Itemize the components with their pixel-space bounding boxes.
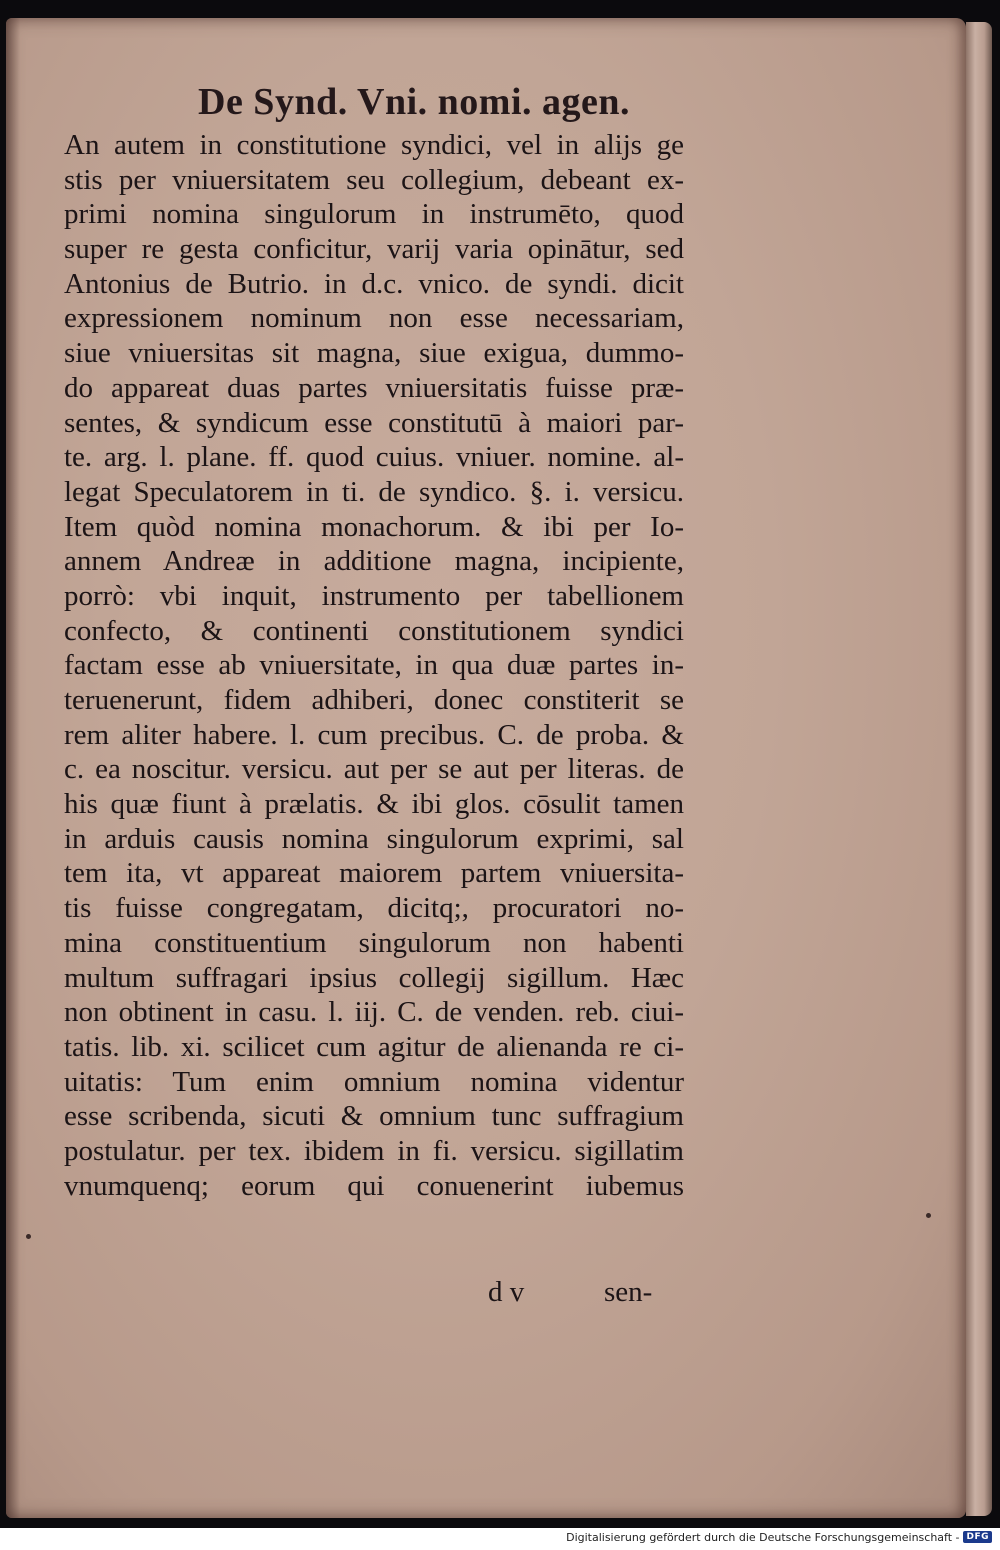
body-text	[64, 128, 684, 1203]
text-line: factam esse ab vniuersitate, in qua duæ partes in-	[64, 649, 684, 682]
text-line: postulatur. per tex. ibidem in fi. versicu. sigillatim	[64, 1134, 684, 1167]
text-line: non obtinent in casu. l. iij. C. de venden. reb. ciui-	[64, 996, 684, 1029]
text-line: Antonius de Butrio. in d.c. vnico. de syndi. dicit	[64, 267, 684, 300]
text-line: legat Speculatorem in ti. de syndico. §. i. versicu.	[64, 475, 684, 508]
ink-speck	[26, 1234, 31, 1239]
footer-credit-text: Digitalisierung gefördert durch die Deutsche Forschungsgemeinschaft -	[566, 1530, 960, 1544]
text-line: confecto, & continenti constitutionem syndici	[64, 614, 684, 647]
text-line: expressionem nominum non esse necessariam,	[64, 302, 684, 335]
text-line: tis fuisse congregatam, dicitq;, procuratori no-	[64, 892, 684, 925]
text-line: primi nomina singulorum in instrumēto, quod	[64, 198, 684, 231]
text-line: vnumquenq; eorum qui conuenerint iubemus	[64, 1169, 684, 1202]
text-line: porrò: vbi inquit, instrumento per tabellionem	[64, 579, 684, 612]
text-line: teruenerunt, fidem adhiberi, donec constiterit se	[64, 684, 684, 716]
signature-mark: d v	[488, 1276, 525, 1308]
dfg-logo: DFG	[963, 1531, 992, 1543]
text-line: tem ita, vt appareat maiorem partem vniuersita-	[64, 857, 684, 890]
text-line: in arduis causis nomina singulorum exprimi, sal	[64, 822, 684, 855]
text-line: multum suffragari ipsius collegij sigillum. Hæc	[64, 961, 684, 994]
running-header: De Synd. Vni. nomi. agen.	[198, 81, 631, 123]
text-line: tatis. lib. xi. scilicet cum agitur de alienanda re ci-	[64, 1030, 684, 1063]
catchword: sen-	[604, 1276, 653, 1308]
text-line: siue vniuersitas sit magna, siue exigua, dummo-	[64, 337, 684, 370]
text-line: uitatis: Tum enim omnium nomina videntur	[64, 1065, 684, 1098]
text-line: super re gesta conficitur, varij varia opinātur, sed	[64, 233, 684, 266]
footer-credit	[566, 1528, 992, 1546]
text-line: esse scribenda, sicuti & omnium tunc suffragium	[64, 1100, 684, 1133]
text-line: Item quòd nomina monachorum. & ibi per Io-	[64, 510, 684, 543]
text-line: rem aliter habere. l. cum precibus. C. de proba. &	[64, 718, 684, 751]
text-line: annem Andreæ in additione magna, incipiente,	[64, 545, 684, 578]
page-edge	[966, 22, 992, 1516]
text-line: stis per vniuersitatem seu collegium, debeant ex-	[64, 163, 684, 196]
text-line: mina constituentium singulorum non habenti	[64, 926, 684, 959]
text-line: his quæ fiunt à prælatis. & ibi glos. cōsulit tamen	[64, 788, 684, 821]
ink-speck	[926, 1213, 931, 1218]
text-line: do appareat duas partes vniuersitatis fuisse præ-	[64, 371, 684, 404]
text-line: te. arg. l. plane. ff. quod cuius. vniuer. nomine. al-	[64, 441, 684, 474]
text-line: c. ea noscitur. versicu. aut per se aut per literas. de	[64, 753, 684, 786]
text-line: sentes, & syndicum esse constitutū à maiori par-	[64, 406, 684, 439]
text-line: An autem in constitutione syndici, vel in alijs ge	[64, 129, 684, 161]
gutter-shadow	[6, 18, 20, 1518]
